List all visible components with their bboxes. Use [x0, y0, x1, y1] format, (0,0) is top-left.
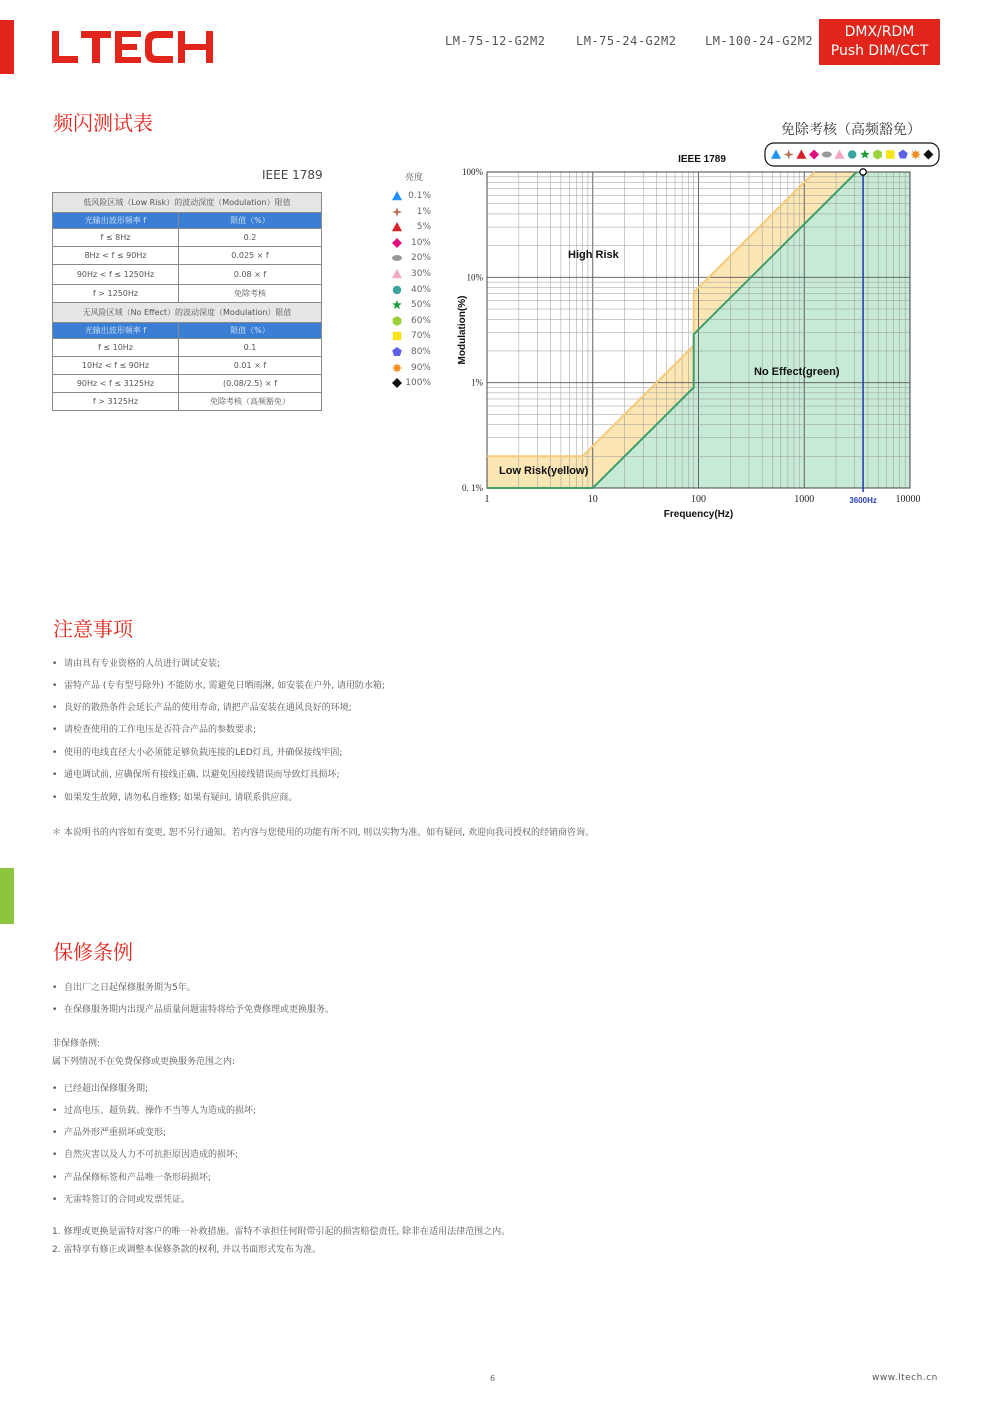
legend-item — [391, 330, 451, 344]
table-cell: 8Hz < f ≤ 90Hz — [53, 247, 179, 265]
legend-label: 40% — [410, 284, 431, 295]
flicker-limit-table — [52, 192, 322, 411]
y-tick-label: 0. 1% — [462, 483, 483, 493]
list-item: • 使用的电线直径大小必须能足够负载连接的LED灯具, 并确保接线牢固; — [52, 748, 343, 758]
model-name: LM-75-24-G2M2 — [576, 34, 677, 48]
page-number: 6 — [490, 1374, 496, 1383]
x-tick-label: 100 — [691, 494, 706, 505]
warranty-note: 1. 修理或更换是雷特对客户的唯一补救措施。雷特不承担任何附带引起的损害赔偿责任, 除非在适用法律范围之内。 — [52, 1227, 511, 1237]
square-icon — [391, 330, 403, 342]
table-cell: 90Hz < f ≤ 3125Hz — [53, 375, 179, 393]
legend-item — [391, 190, 451, 204]
table-cell: 免除考核 — [179, 285, 322, 303]
list-item: • 良好的散热条件会延长产品的使用寿命, 请把产品安装在通风良好的环境; — [52, 703, 352, 713]
ieee1789-chart — [450, 115, 950, 535]
legend-label: 30% — [410, 269, 431, 279]
table-row — [53, 285, 322, 303]
triangle-icon — [391, 268, 403, 280]
ltech-logo — [52, 28, 218, 66]
legend-item — [391, 206, 451, 220]
four-point-star-icon — [391, 206, 403, 218]
notice-section-title: 注意事项 — [53, 617, 133, 641]
region-label: Low Risk(yellow) — [499, 465, 589, 477]
ellipse-icon — [391, 252, 403, 264]
legend-item — [391, 284, 451, 298]
list-item-text: 自出厂之日起保修服务期为5年。 — [64, 983, 196, 993]
table-cell: 免除考核（高频豁免） — [179, 393, 322, 411]
legend-label: 10% — [410, 237, 431, 248]
diamond-icon — [392, 378, 402, 388]
marker-point — [860, 169, 866, 175]
list-item: • 请由具有专业资格的人员进行调试安装; — [52, 659, 221, 669]
burst-icon — [911, 150, 921, 160]
legend-item — [391, 221, 451, 235]
product-type-badge — [819, 19, 940, 65]
star-icon — [391, 299, 403, 311]
list-item-text: 良好的散热条件会延长产品的使用寿命, 请把产品安装在通风良好的环境; — [64, 703, 352, 713]
x-tick-label: 10000 — [895, 494, 921, 505]
pentagon-icon — [392, 347, 402, 356]
red-accent-bar — [0, 20, 14, 74]
green-accent-bar — [0, 868, 14, 924]
legend-item — [391, 252, 451, 266]
legend-item — [391, 268, 451, 282]
list-item: • 过高电压、超负载、操作不当等人为造成的损坏; — [52, 1106, 257, 1116]
badge-line: DMX/RDM — [844, 24, 915, 40]
legend-item — [391, 362, 451, 376]
flicker-section-title: 频闪测试表 — [53, 111, 153, 135]
diamond-icon — [392, 238, 402, 248]
list-item-text: 雷特产品 (专有型号除外) 不能防水, 需避免日晒雨淋, 如安装在户外, 请用防水箱; — [64, 681, 385, 691]
legend-label: 90% — [410, 362, 431, 373]
list-item: • 自出厂之日起保修服务期为5年。 — [52, 983, 196, 993]
x-tick-label: 1000 — [794, 494, 815, 505]
model-name: LM-75-12-G2M2 — [445, 34, 546, 48]
table-section-header: 低风险区域（Low Risk）的波动深度（Modulation）限值 — [53, 193, 322, 213]
table-cell: 0.1 — [179, 339, 322, 357]
triangle-icon — [391, 221, 403, 233]
y-axis-title: Modulation(%) — [457, 295, 468, 365]
triangle-icon — [392, 222, 402, 231]
legend-label: 0.1% — [408, 191, 431, 201]
table-section-header: 无风险区域（No Effect）的波动深度（Modulation）限值 — [53, 303, 322, 323]
pentagon-icon — [391, 346, 403, 358]
standard-label: IEEE 1789 — [262, 168, 323, 182]
x-axis-title: Frequency(Hz) — [663, 509, 734, 520]
legend-label: 70% — [410, 331, 431, 342]
list-item-text: 请由具有专业资格的人员进行调试安装; — [64, 659, 221, 669]
list-item: • 雷特产品 (专有型号除外) 不能防水, 需避免日晒雨淋, 如安装在户外, 请用防水箱; — [52, 681, 385, 691]
list-item-text: 请检查使用的工作电压是否符合产品的参数要求; — [64, 725, 257, 735]
table-row — [53, 357, 322, 375]
warranty-section-title: 保修条例 — [53, 940, 133, 964]
legend-item — [391, 299, 451, 313]
list-item-text: 无雷特签订的合同或发票凭证。 — [64, 1195, 191, 1205]
diamond-icon — [391, 237, 403, 249]
y-tick-label: 100% — [462, 167, 483, 177]
table-row — [53, 265, 322, 285]
list-item-text: 产品外形严重损坏或变形; — [64, 1128, 167, 1138]
list-item: • 已经超出保修服务期; — [52, 1084, 149, 1094]
list-item-text: 产品保修标签和产品唯一条形码损坏; — [64, 1173, 212, 1183]
legend-label: 100% — [405, 378, 431, 389]
list-item-text: 在保修服务期内出现产品质量问题雷特将给予免费修理或更换服务。 — [64, 1005, 335, 1015]
table-cell: 10Hz < f ≤ 90Hz — [53, 357, 179, 375]
list-item-text: 通电调试前, 应确保所有接线正确, 以避免因接线错误而导致灯具损坏; — [64, 770, 340, 780]
marker-label: 3600Hz — [849, 496, 877, 505]
table-row — [53, 393, 322, 411]
list-item-text: 如果发生故障, 请勿私自维修; 如果有疑问, 请联系供应商。 — [64, 793, 298, 803]
table-row — [53, 339, 322, 357]
warranty-note: 2. 雷特享有修正或调整本保修条款的权利, 并以书面形式发布为准。 — [52, 1245, 322, 1255]
legend-title: 亮度 — [405, 173, 424, 183]
table-cell: f ≤ 10Hz — [53, 339, 179, 357]
circle-icon — [391, 284, 403, 296]
list-item-text: 自然灾害以及人力不可抗拒原因造成的损坏; — [64, 1150, 239, 1160]
diamond-icon — [391, 377, 403, 389]
legend-label: 20% — [410, 253, 431, 264]
legend-item — [391, 346, 451, 360]
list-item: • 请检查使用的工作电压是否符合产品的参数要求; — [52, 725, 257, 735]
burst-icon — [391, 362, 403, 374]
list-item: • 在保修服务期内出现产品质量问题雷特将给予免费修理或更换服务。 — [52, 1005, 335, 1015]
y-tick-label: 10% — [466, 272, 483, 283]
hexagon-icon — [393, 316, 402, 326]
triangle-icon — [392, 191, 402, 200]
legend-item — [391, 377, 451, 391]
list-item: • 通电调试前, 应确保所有接线正确, 以避免因接线错误而导致灯具损坏; — [52, 770, 340, 780]
ellipse-icon — [822, 152, 832, 158]
legend-label: 50% — [410, 300, 431, 311]
model-name: LM-100-24-G2M2 — [705, 34, 814, 48]
column-header: 光输出波形频率 f — [53, 323, 179, 339]
table-cell: 0.01 × f — [179, 357, 322, 375]
y-tick-label: 1% — [471, 377, 483, 388]
table-cell: 0.08 × f — [179, 265, 322, 285]
circle-icon — [848, 150, 857, 159]
x-tick-label: 10 — [587, 494, 598, 505]
region-label: No Effect(green) — [754, 366, 840, 378]
website-link[interactable]: www.ltech.cn — [872, 1373, 938, 1383]
disclaimer: ＊ 本说明书的内容如有变更, 恕不另行通知。若内容与您使用的功能有所不同, 则以实物为准。如有疑问, 欢迎向我司授权的经销商咨询。 — [52, 828, 595, 838]
table-cell: 90Hz < f ≤ 1250Hz — [53, 265, 179, 285]
hexagon-icon — [391, 315, 403, 327]
table-cell: f ≤ 8Hz — [53, 229, 179, 247]
list-item: • 产品外形严重损坏或变形; — [52, 1128, 167, 1138]
table-cell: 0.025 × f — [179, 247, 322, 265]
table-cell: f > 3125Hz — [53, 393, 179, 411]
exempt-label: 免除考核（高频豁免） — [781, 122, 921, 138]
square-icon — [886, 150, 895, 159]
triangle-icon — [392, 269, 402, 278]
ellipse-icon — [392, 255, 402, 261]
burst-icon — [392, 363, 402, 373]
badge-line: Push DIM/CCT — [830, 43, 929, 59]
list-item-text: 已经超出保修服务期; — [64, 1084, 149, 1094]
list-item: • 自然灾害以及人力不可抗拒原因造成的损坏; — [52, 1150, 239, 1160]
list-item-text: 过高电压、超负载、操作不当等人为造成的损坏; — [64, 1106, 257, 1116]
star-icon — [392, 300, 402, 309]
x-tick-label: 1 — [484, 494, 490, 505]
region-label: High Risk — [568, 249, 619, 261]
table-cell: f > 1250Hz — [53, 285, 179, 303]
column-header: 限值（%） — [179, 213, 322, 229]
non-warranty-intro: 属下列情况不在免费保修或更换服务范围之内: — [52, 1057, 236, 1067]
legend-label: 60% — [410, 315, 431, 326]
square-icon — [393, 332, 402, 341]
column-header: 光输出波形频率 f — [53, 213, 179, 229]
legend-item — [391, 237, 451, 251]
list-item: • 无雷特签订的合同或发票凭证。 — [52, 1195, 191, 1205]
table-cell: 0.2 — [179, 229, 322, 247]
chart-title: IEEE 1789 — [678, 154, 726, 165]
circle-icon — [393, 285, 402, 294]
table-cell: (0.08/2.5) × f — [179, 375, 322, 393]
legend-label: 1% — [416, 206, 431, 217]
list-item: • 如果发生故障, 请勿私自维修; 如果有疑问, 请联系供应商。 — [52, 793, 298, 803]
table-row — [53, 375, 322, 393]
list-item: • 产品保修标签和产品唯一条形码损坏; — [52, 1173, 212, 1183]
non-warranty-title: 非保修条例: — [52, 1039, 101, 1049]
column-header: 限值（%） — [179, 323, 322, 339]
list-item-text: 使用的电线直径大小必须能足够负载连接的LED灯具, 并确保接线牢固; — [64, 748, 343, 758]
table-row — [53, 247, 322, 265]
legend-label: 5% — [416, 222, 431, 233]
legend-label: 80% — [410, 347, 431, 357]
triangle-icon — [391, 190, 403, 202]
table-row — [53, 229, 322, 247]
legend-item — [391, 315, 451, 329]
four-point-star-icon — [392, 207, 402, 217]
